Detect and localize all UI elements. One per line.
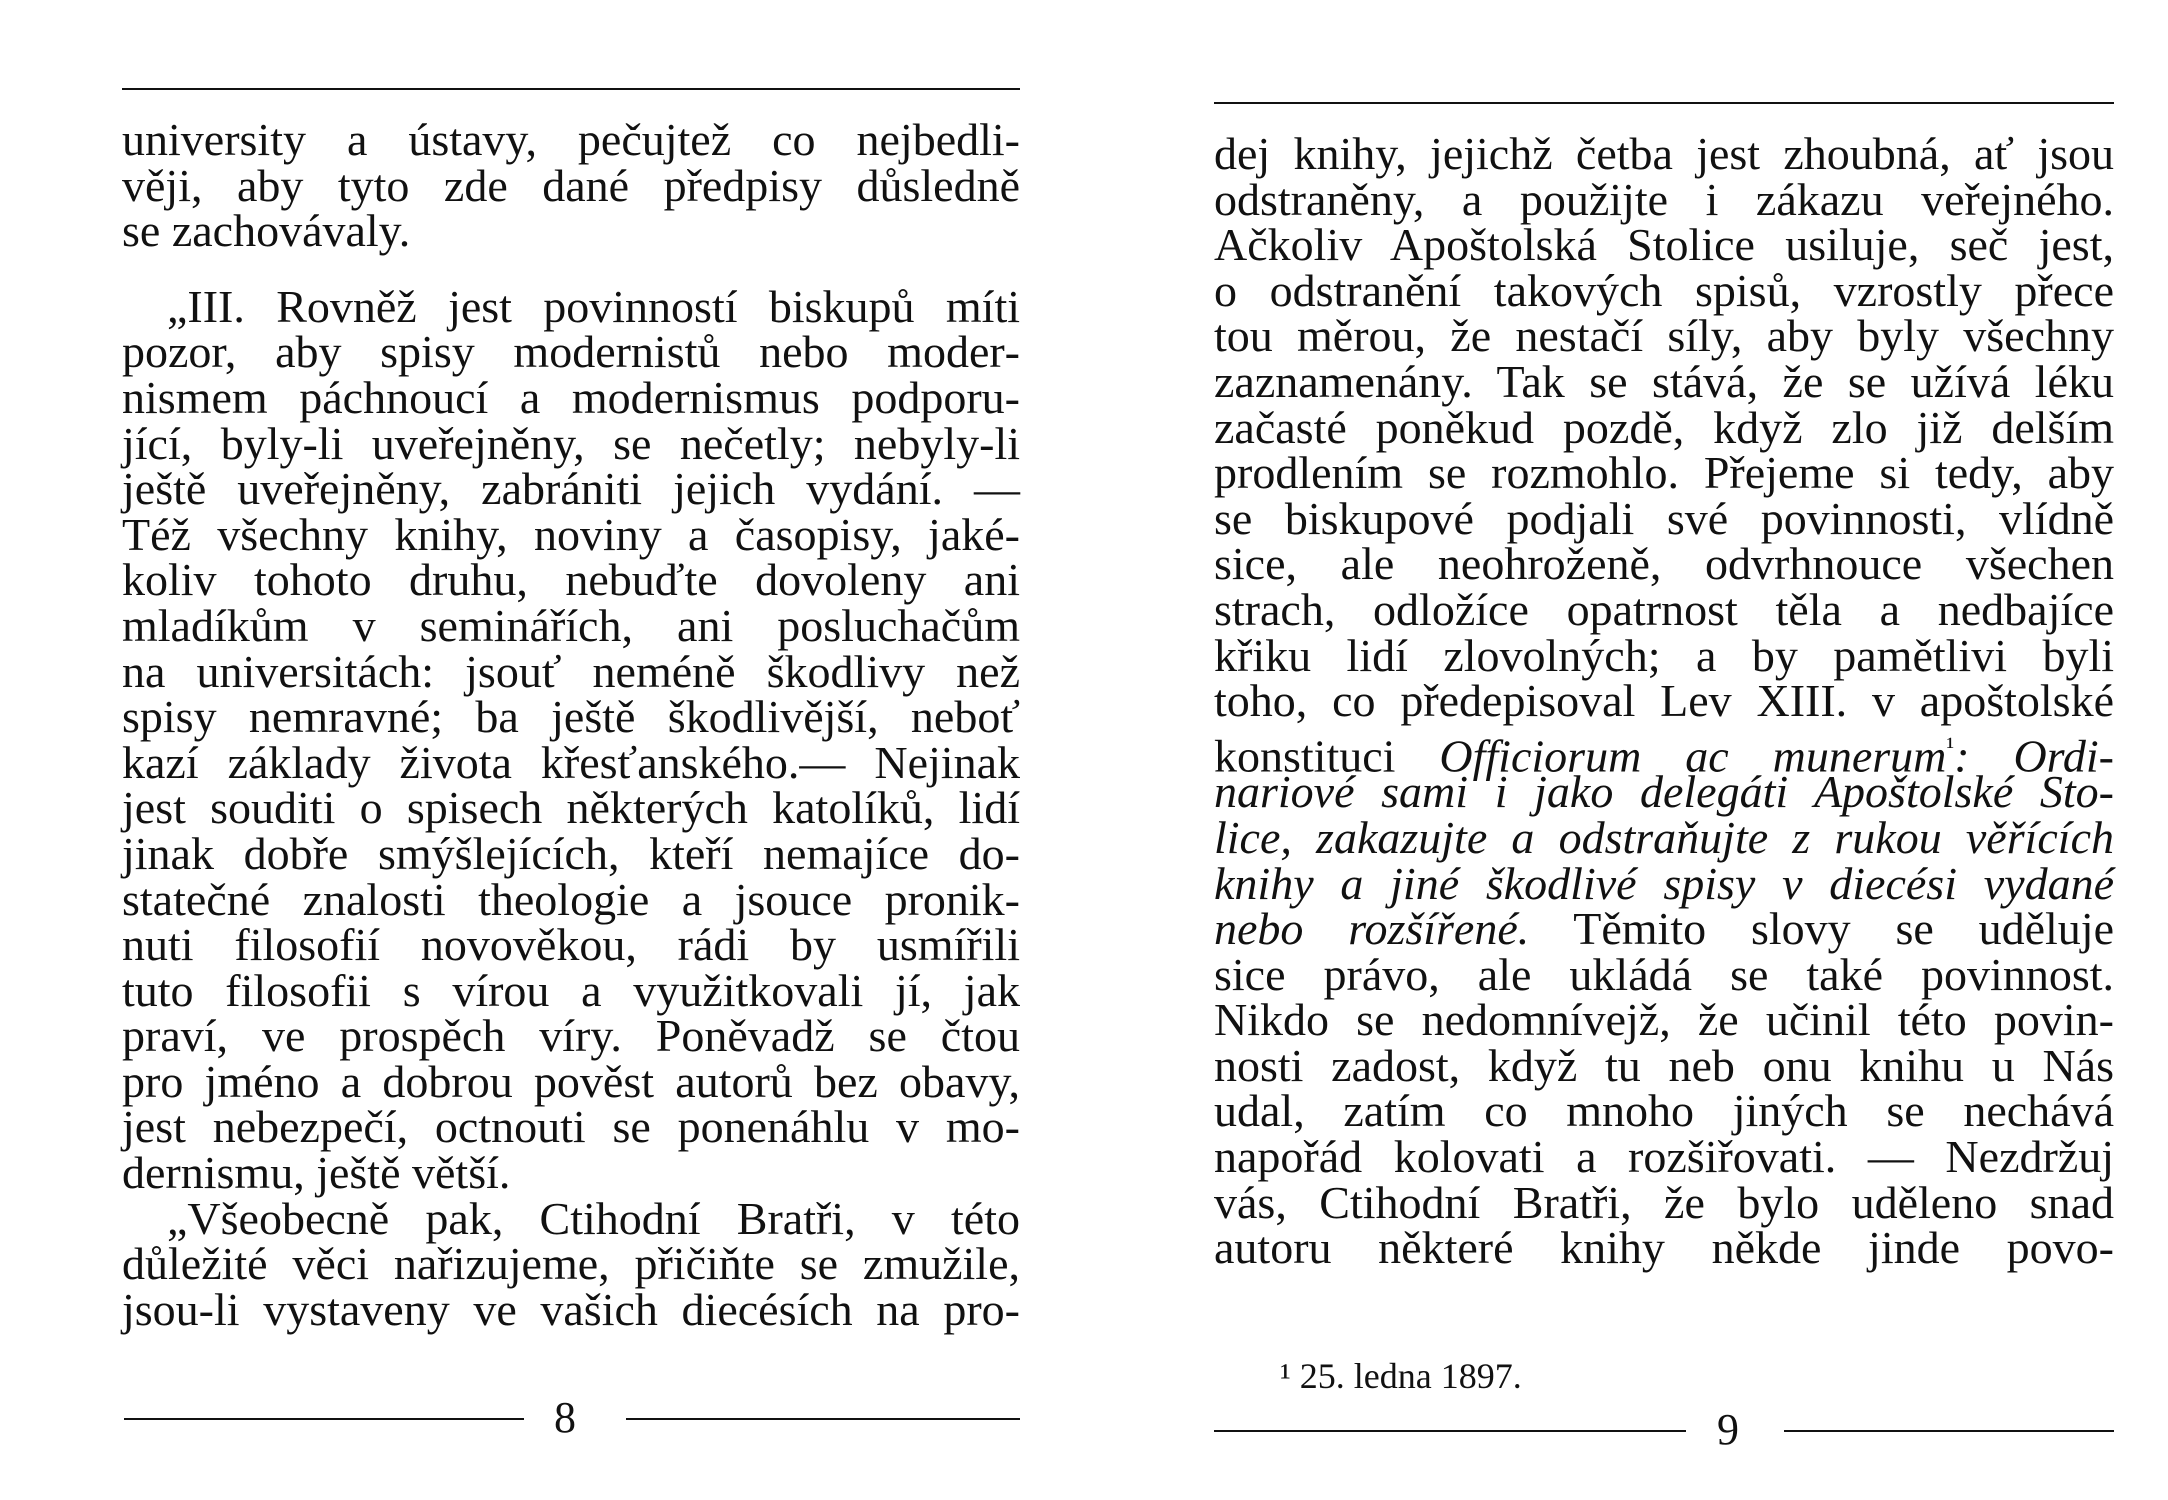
right-page-text [1214, 128, 2114, 1274]
text-line: dernismu, ještě větší. [122, 1147, 511, 1199]
text-line: „III. Rovněž jest povinností biskupů míti [167, 280, 1020, 332]
text-line: strach, odložíce opatrnost těla a nedbajíce [1214, 583, 2114, 635]
text-line: prodlením se rozmohlo. Přejeme si tedy, aby [1214, 447, 2114, 499]
text-line: spisy nemravné; ba ještě škodlivější, neboť [122, 691, 1020, 743]
page-number: 8 [554, 1393, 576, 1442]
text-line: o odstranění takových spisů, vzrostly přece [1214, 264, 2114, 316]
text-line: statečné znalosti theologie a jsouce pronik‑ [122, 873, 1020, 925]
italic-run: Officiorum ac munerum [1439, 730, 1947, 782]
text-line: věji, aby tyto zde dané předpisy důsledně [122, 159, 1020, 211]
text-line: tuto filosofii s vírou a využitkovali jí, jak [122, 964, 1020, 1016]
text-line: pro jméno a dobrou pověst autorů bez obavy, [122, 1055, 1020, 1107]
text-line: Nikdo se nedomnívejž, že učinil této povin‑ [1214, 994, 2114, 1046]
left-page-text [122, 114, 1020, 1335]
page-number: 9 [1717, 1405, 1739, 1454]
text-line: koliv tohoto druhu, nebuďte dovoleny ani [122, 554, 1020, 606]
text-line: dej knihy, jejichž četba jest zhoubná, ať jsou [1214, 128, 2114, 179]
text-line: ještě uveřejněny, zabrániti jejich vydání. — [122, 463, 1020, 515]
right-page [1084, 0, 2168, 1500]
text-line [1214, 724, 2114, 782]
italic-run: nebo rozšířené. [1214, 903, 1530, 955]
text-line: udal, zatím co mnoho jiných se nechává [1214, 1085, 2114, 1137]
text-line: sice, ale neohroženě, odvrhnouce všechen [1214, 538, 2114, 590]
text-run: Těmito slovy se uděluje [1529, 903, 2114, 955]
text-line: autoru některé knihy někde jinde povo‑ [1214, 1222, 2114, 1274]
text-line: knihy a jiné škodlivé spisy v diecési vydané [1214, 857, 2114, 909]
text-line: pozor, aby spisy modernistů nebo moder‑ [122, 326, 1020, 378]
text-line: nismem páchnoucí a modernismus podporu‑ [122, 371, 1020, 423]
text-line: nuti filosofií novověkou, rádi by usmířili [122, 919, 1020, 971]
text-line: Ačkoliv Apoštolská Stolice usiluje, seč jest, [1214, 219, 2114, 271]
text-line: se biskupové podjali své povinnosti, vlídně [1214, 492, 2114, 544]
text-line: zaznamenány. Tak se stává, že se užívá léku [1214, 355, 2114, 407]
text-line: university a ústavy, pečujtež co nejbedli‑ [122, 114, 1020, 165]
text-line: důležité věci nařizujeme, přičiňte se zmužile, [122, 1238, 1020, 1290]
bottom-rule-right [1784, 1430, 2114, 1432]
text-line: lice, zakazujte a odstraňujte z rukou věřících [1214, 811, 2114, 863]
text-line: mladíkům v seminářích, ani posluchačům [122, 599, 1020, 651]
text-line: nosti zadost, když tu neb onu knihu u Nás [1214, 1039, 2114, 1091]
text-line: jsou‑li vystaveny ve vašich diecésích na pro‑ [122, 1283, 1020, 1335]
text-line: odstraněny, a použijte i zákazu veřejného. [1214, 173, 2114, 225]
text-line: napořád kolovati a rozšiřovati. — Nezdržuj [1214, 1131, 2114, 1183]
top-rule [122, 88, 1020, 90]
text-line: se zachovávaly. [122, 205, 411, 257]
text-line: tou měrou, že nestačí síly, aby byly všechny [1214, 310, 2114, 362]
footnote: ¹ 25. ledna 1897. [1280, 1356, 1522, 1396]
footnote-marker: ¹ [1946, 731, 1955, 761]
bottom-rule-left [124, 1418, 524, 1420]
text-line: kazí základy života křesťanského.— Nejinak [122, 736, 1020, 788]
text-line: jinak dobře smýšlejících, kteří nemajíce do‑ [122, 827, 1020, 879]
text-line: nariové sami i jako delegáti Apoštolské Sto‑ [1214, 766, 2114, 818]
italic-run: : Ordi‑ [1954, 730, 2114, 782]
text-line: sice právo, ale ukládá se také povinnost. [1214, 948, 2114, 1000]
top-rule [1214, 102, 2114, 104]
text-line [1214, 903, 2114, 955]
text-line: na universitách: jsouť neméně škodlivy než [122, 645, 1020, 697]
text-line: jest nebezpečí, octnouti se ponenáhlu v mo‑ [122, 1101, 1020, 1153]
text-line: začasté poněkud pozdě, když zlo již delším [1214, 401, 2114, 453]
text-line: praví, ve prospěch víry. Poněvadž se čtou [122, 1010, 1020, 1062]
text-line: jest souditi o spisech některých katolíků, lidí [122, 782, 1020, 834]
text-line: křiku lidí zlovolných; a by pamětlivi byli [1214, 629, 2114, 681]
bottom-rule-left [1214, 1430, 1686, 1432]
text-line: toho, co předepisoval Lev XIII. v apoštolské [1214, 675, 2114, 727]
text-line: jící, byly‑li uveřejněny, se nečetly; nebyly‑li [122, 417, 1020, 469]
text-line: „Všeobecně pak, Ctihodní Bratři, v této [167, 1192, 1020, 1244]
text-line: vás, Ctihodní Bratři, že bylo uděleno snad [1214, 1176, 2114, 1228]
bottom-rule-right [626, 1418, 1020, 1420]
text-run: konstituci [1214, 730, 1440, 782]
text-line: Též všechny knihy, noviny a časopisy, jaké‑ [122, 508, 1020, 560]
